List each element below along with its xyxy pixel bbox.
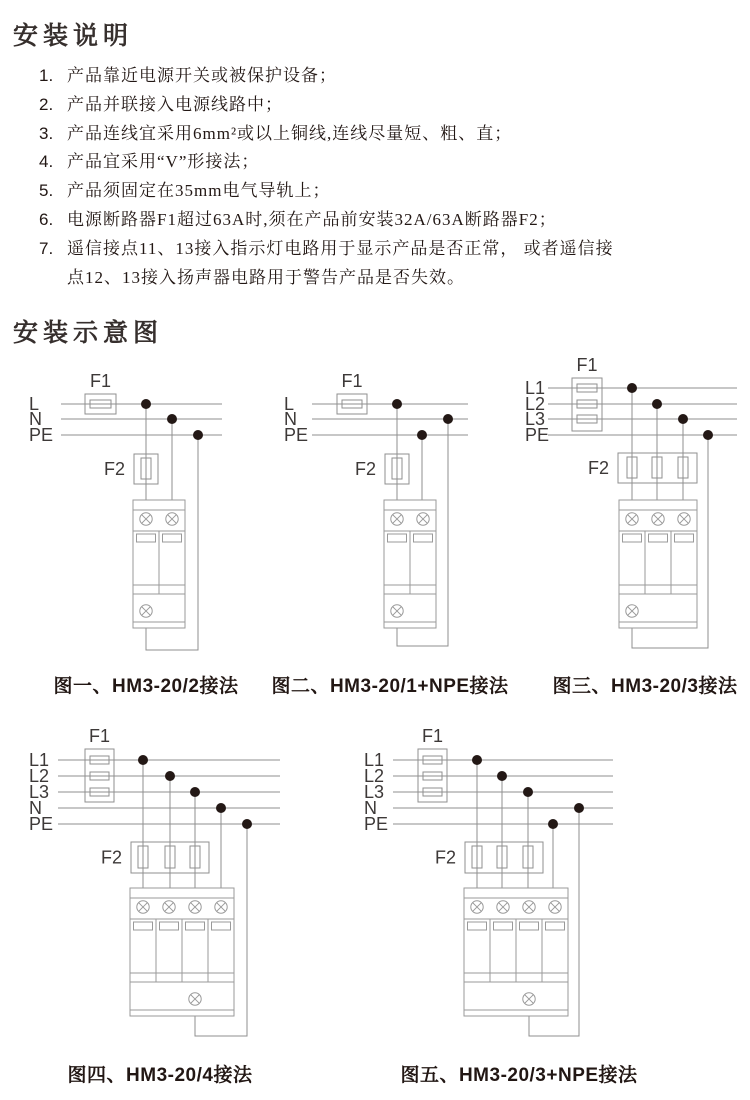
indicator-window xyxy=(414,534,433,542)
instruction-number: 6. xyxy=(39,209,54,229)
indicator-window xyxy=(212,922,231,930)
indicator-window xyxy=(163,534,182,542)
f2-label: F2 xyxy=(103,459,125,479)
junction-dot xyxy=(652,399,662,409)
ground-screw xyxy=(626,605,638,617)
f2-label: F2 xyxy=(587,458,609,478)
spd-device xyxy=(464,888,568,1016)
terminal-screw xyxy=(189,901,201,913)
terminal-screw xyxy=(549,901,561,913)
wiring-diagram-figure-1 xyxy=(29,371,222,650)
figure-caption-2: 图二、HM3-20/1+NPE接法 xyxy=(271,676,509,697)
indicator-window xyxy=(649,534,668,542)
f2-label: F2 xyxy=(434,847,456,868)
wire-label-L3: L3 xyxy=(29,782,50,802)
junction-dot xyxy=(242,819,252,829)
wiring-diagram-figure-5 xyxy=(364,726,613,1036)
junction-dot xyxy=(417,430,427,440)
wire-label-L2: L2 xyxy=(525,394,546,414)
instruction-text-line: 产品宜采用“V”形接法； xyxy=(67,152,260,172)
instruction-text-line: 产品靠近电源开关或被保护设备； xyxy=(67,66,337,85)
spd-device xyxy=(384,500,436,628)
wire-label-L1: L1 xyxy=(29,750,50,770)
terminal-screw xyxy=(391,513,403,525)
f2-label: F2 xyxy=(354,459,376,479)
indicator-window xyxy=(137,534,156,542)
junction-dot xyxy=(678,414,688,424)
terminal-screw xyxy=(523,901,535,913)
wire-label-L2: L2 xyxy=(29,766,50,786)
terminal-screw xyxy=(137,901,149,913)
spd-device xyxy=(619,500,697,628)
terminal-screw xyxy=(626,513,638,525)
wire-label-N: N xyxy=(29,798,42,818)
f1-label: F1 xyxy=(421,726,444,746)
junction-dot xyxy=(138,755,148,765)
instruction-text-line: 产品连线宜采用6mm²或以上铜线,连线尽量短、粗、直； xyxy=(67,123,513,143)
indicator-window xyxy=(134,922,153,930)
install-diagram-heading: 安装示意图 xyxy=(13,319,164,347)
wire-label-L3: L3 xyxy=(525,409,546,429)
f2-label: F2 xyxy=(100,847,122,868)
junction-dot xyxy=(703,430,713,440)
figure-caption-3: 图三、HM3-20/3接法 xyxy=(552,676,738,697)
wire-label-N: N xyxy=(29,409,42,429)
junction-dot xyxy=(472,755,482,765)
spd-device xyxy=(130,888,234,1016)
junction-dot xyxy=(193,430,203,440)
instruction-number: 4. xyxy=(39,152,54,172)
wire-label-L1: L1 xyxy=(364,750,385,770)
terminal-screw xyxy=(215,901,227,913)
terminal-screw xyxy=(140,513,152,525)
terminal-screw xyxy=(166,513,178,525)
junction-dot xyxy=(523,787,533,797)
ground-screw xyxy=(391,605,403,617)
terminal-screw xyxy=(678,513,690,525)
indicator-window xyxy=(546,922,565,930)
wire-label-PE: PE xyxy=(29,814,54,834)
wire-label-PE: PE xyxy=(284,425,309,445)
spd-device xyxy=(133,500,185,628)
instruction-number: 5. xyxy=(39,181,54,201)
terminal-screw xyxy=(497,901,509,913)
junction-dot xyxy=(216,803,226,813)
install-instructions-heading: 安装说明 xyxy=(13,22,134,50)
wire-label-L2: L2 xyxy=(364,766,385,786)
f1-label: F1 xyxy=(341,371,363,391)
terminal-screw xyxy=(417,513,429,525)
wire-label-N: N xyxy=(284,409,297,429)
junction-dot xyxy=(497,771,507,781)
junction-dot xyxy=(165,771,175,781)
figure-caption-4: 图四、HM3-20/4接法 xyxy=(67,1065,253,1086)
junction-dot xyxy=(574,803,584,813)
junction-dot xyxy=(548,819,558,829)
junction-dot xyxy=(190,787,200,797)
instruction-number: 2. xyxy=(39,94,54,114)
wire-label-PE: PE xyxy=(364,814,389,834)
ground-screw xyxy=(140,605,152,617)
terminal-screw xyxy=(652,513,664,525)
junction-dot xyxy=(392,399,402,409)
junction-dot xyxy=(167,414,177,424)
wiring-diagram-figure-3 xyxy=(525,355,737,648)
wire-label-L3: L3 xyxy=(364,782,385,802)
instruction-text-line: 电源断路器F1超过63A时,须在产品前安装32A/63A断路器F2； xyxy=(67,209,557,229)
indicator-window xyxy=(388,534,407,542)
wiring-diagram-figure-4 xyxy=(29,726,280,1036)
terminal-screw xyxy=(163,901,175,913)
figure-caption-1: 图一、HM3-20/2接法 xyxy=(53,676,239,697)
wire-label-PE: PE xyxy=(29,425,54,445)
instruction-number: 7. xyxy=(39,238,54,258)
indicator-window xyxy=(494,922,513,930)
junction-dot xyxy=(141,399,151,409)
terminal-screw xyxy=(471,901,483,913)
instruction-number: 3. xyxy=(39,123,54,143)
instruction-text-line: 产品并联接入电源线路中； xyxy=(67,94,283,114)
wire-label-L: L xyxy=(29,394,40,414)
indicator-window xyxy=(468,922,487,930)
junction-dot xyxy=(443,414,453,424)
wire-label-N: N xyxy=(364,798,377,818)
indicator-window xyxy=(186,922,205,930)
wire-label-L: L xyxy=(284,394,295,414)
instruction-number: 1. xyxy=(39,66,54,85)
f1-label: F1 xyxy=(89,371,112,391)
wiring-diagram-figure-2 xyxy=(284,371,468,646)
indicator-window xyxy=(520,922,539,930)
ground-screw xyxy=(523,993,535,1005)
wire-label-L1: L1 xyxy=(525,378,546,398)
ground-screw xyxy=(189,993,201,1005)
instruction-text-line: 遥信接点11、13接入指示灯电路用于显示产品是否正常， 或者遥信接 xyxy=(67,238,614,258)
f1-label: F1 xyxy=(88,726,111,746)
junction-dot xyxy=(627,383,637,393)
f1-label: F1 xyxy=(576,355,598,375)
figure-caption-5: 图五、HM3-20/3+NPE接法 xyxy=(400,1065,638,1086)
instruction-text-line: 产品须固定在35mm电气导轨上； xyxy=(67,181,331,201)
instruction-text-line: 点12、13接入扬声器电路用于警告产品是否失效。 xyxy=(67,267,465,287)
indicator-window xyxy=(160,922,179,930)
wire-label-PE: PE xyxy=(525,425,550,445)
indicator-window xyxy=(675,534,694,542)
indicator-window xyxy=(623,534,642,542)
